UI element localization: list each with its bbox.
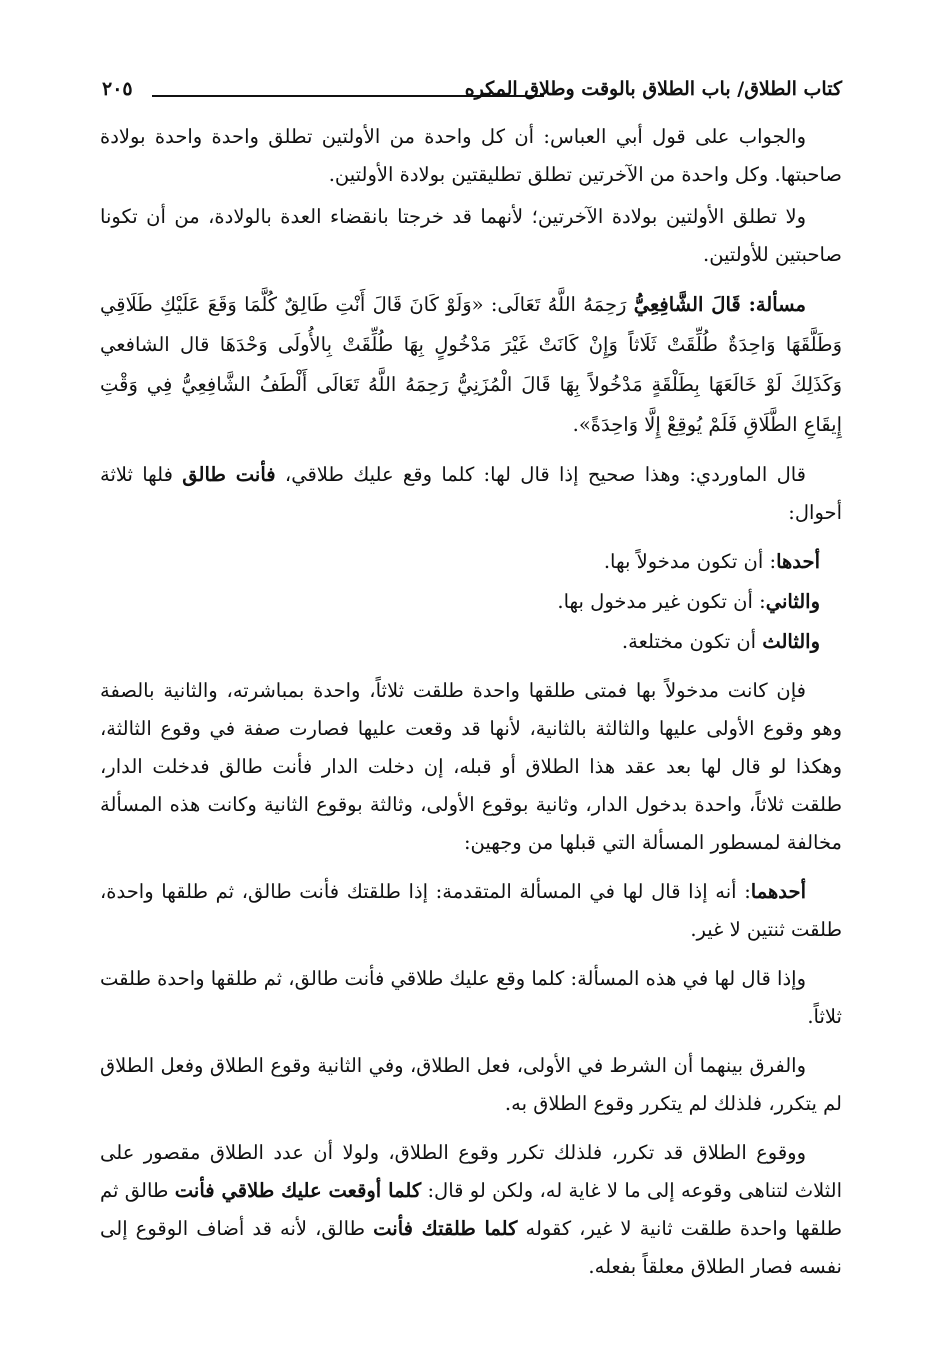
p9-bold-2: كلما طلقتك فأنت [373,1217,518,1240]
list-item-text: أن تكون مدخولاً بها. [603,550,764,573]
mawardi-bold: فأنت طالق [182,463,276,486]
paragraph-5: فإن كانت مدخولاً بها فمتى طلقها واحدة طلقت ثلاثاً، واحدة بمباشرته، والثانية بالصفة وهو وقوع الأولى عليها والثالثة بالثانية، لأنها قد وقعت عليها فصارت صفة في وقوع الثالثة، وهكذا لو قال لها بعد عقد هذا الطلاق أو قبله، إن دخلت الدار فأنت طالق فدخلت الدار، طلقت ثلاثاً، واحدة بدخول الدار، وثانية بوقوع الأولى، وثالثة بوقوع الثانية وكانت هذه المسألة مخالفة لمسطور المسألة التي قبلها من وجهين: [100,679,842,854]
list-item-separator: : [752,590,766,613]
list-item-separator: : [763,550,777,573]
paragraph-9 [100,1134,842,1286]
list-item-text: أن تكون مختلعة. [621,630,757,653]
list-item-label: والثاني [765,590,820,613]
header-rule [152,95,544,97]
mawardi-text: قال الماوردي: وهذا صحيح إذا قال لها: كلما وقع عليك طلاقي، [275,463,806,486]
paragraph-mawardi [100,456,842,532]
paragraph-6 [100,873,842,949]
paragraph-2: ولا تطلق الأولتين بولادة الآخرتين؛ لأنهما قد خرجتا بانقضاء العدة بالولادة، من أن تكونا صاحبتين للأولتين. [100,205,842,266]
p9-bold-1: كلما أوقعت عليك طلاقي فأنت [174,1179,422,1202]
list-item-1 [100,543,842,581]
paragraph-1: والجواب على قول أبي العباس: أن كل واحدة من الأولتين تطلق واحدة واحدة بولادة صاحبتها. وكل واحدة من الآخرتين تطلق تطليقتين بولادة الأولتين. [100,125,842,186]
p9-mid: طالق ثم طلقها واحدة طلقت ثانية لا غير، كقوله [100,1179,843,1240]
document-page [100,78,842,1297]
running-header [100,78,842,118]
running-title: كتاب الطلاق/ باب الطلاق بالوقت وطلاق المكره [464,78,842,100]
paragraph-shafii-quote [100,285,842,445]
list-item-text: أن تكون غير مدخول بها. [557,590,753,613]
masala-label: مسألة: [740,293,806,316]
page-number: ٢٠٥ [102,78,133,100]
speaker-name: قَالَ الشَّافِعِيُّ [633,293,741,316]
paragraph-7: وإذا قال لها في هذه المسألة: كلما وقع عليك طلاقي فأنت طالق، ثم طلقها واحدة طلقت ثلاثاً. [100,967,842,1028]
list-item-label: أحدها [776,550,820,573]
p9-tail: طالق، لأنه قد أضاف الوقوع إلى نفسه فصار الطلاق معلقاً بفعله. [100,1217,842,1278]
first-reason-text: : أنه إذا قال لها في المسألة المتقدمة: إذا طلقتك فأنت طالق، ثم طلقها واحدة، طلقت ثنتين لا غير. [100,880,842,941]
quote-text: رَحِمَهُ اللَّهُ تَعَالَى: «وَلَوْ كَانَ قَالَ أَنْتِ طَالِقٌ كُلَّمَا وَقَعَ عَلَيْكِ طَلَاقِي وَطَلَّقَهَا وَاحِدَةٌ طُلِّقَتْ ثَلَاثاً وَإِنْ كَانَتْ غَيْرَ مَدْخُولٍ بِهَا طُلِّقَتْ بِالأُولَى وَحْدَهَا قال الشافعي وَكَذَلِكَ لَوْ خَالَعَهَا بِطَلْقَةٍ مَدْخُولاً بِهَا قَالَ الْمُزَنِيُّ رَحِمَهُ اللَّهُ تَعَالَى أَلْطَفُ الشَّافِعِيُّ فِي وَقْتِ إِيقَاعِ الطَّلَاقِ فَلَمْ يُوقِعْ إِلَّا وَاحِدَةً». [100,293,842,436]
first-reason-label: أحدهما [750,880,806,903]
list-item-3 [100,623,842,661]
paragraph-8: والفرق بينهما أن الشرط في الأولى، فعل الطلاق، وفي الثانية وقوع الطلاق وفعل الطلاق لم يتكرر، فلذلك لم يتكرر وقوع الطلاق به. [100,1054,842,1115]
mawardi-tail: فلها ثلاثة أحوال: [100,463,842,524]
list-item-2 [100,583,842,621]
p9-text: ووقوع الطلاق قد تكرر، فلذلك تكرر وقوع الطلاق، ولولا أن عدد الطلاق مقصور على الثلاث لتناهى وقوعه إلى ما لا غاية له، ولكن لو قال: [100,1141,842,1202]
list-item-label: والثالث [762,630,820,653]
